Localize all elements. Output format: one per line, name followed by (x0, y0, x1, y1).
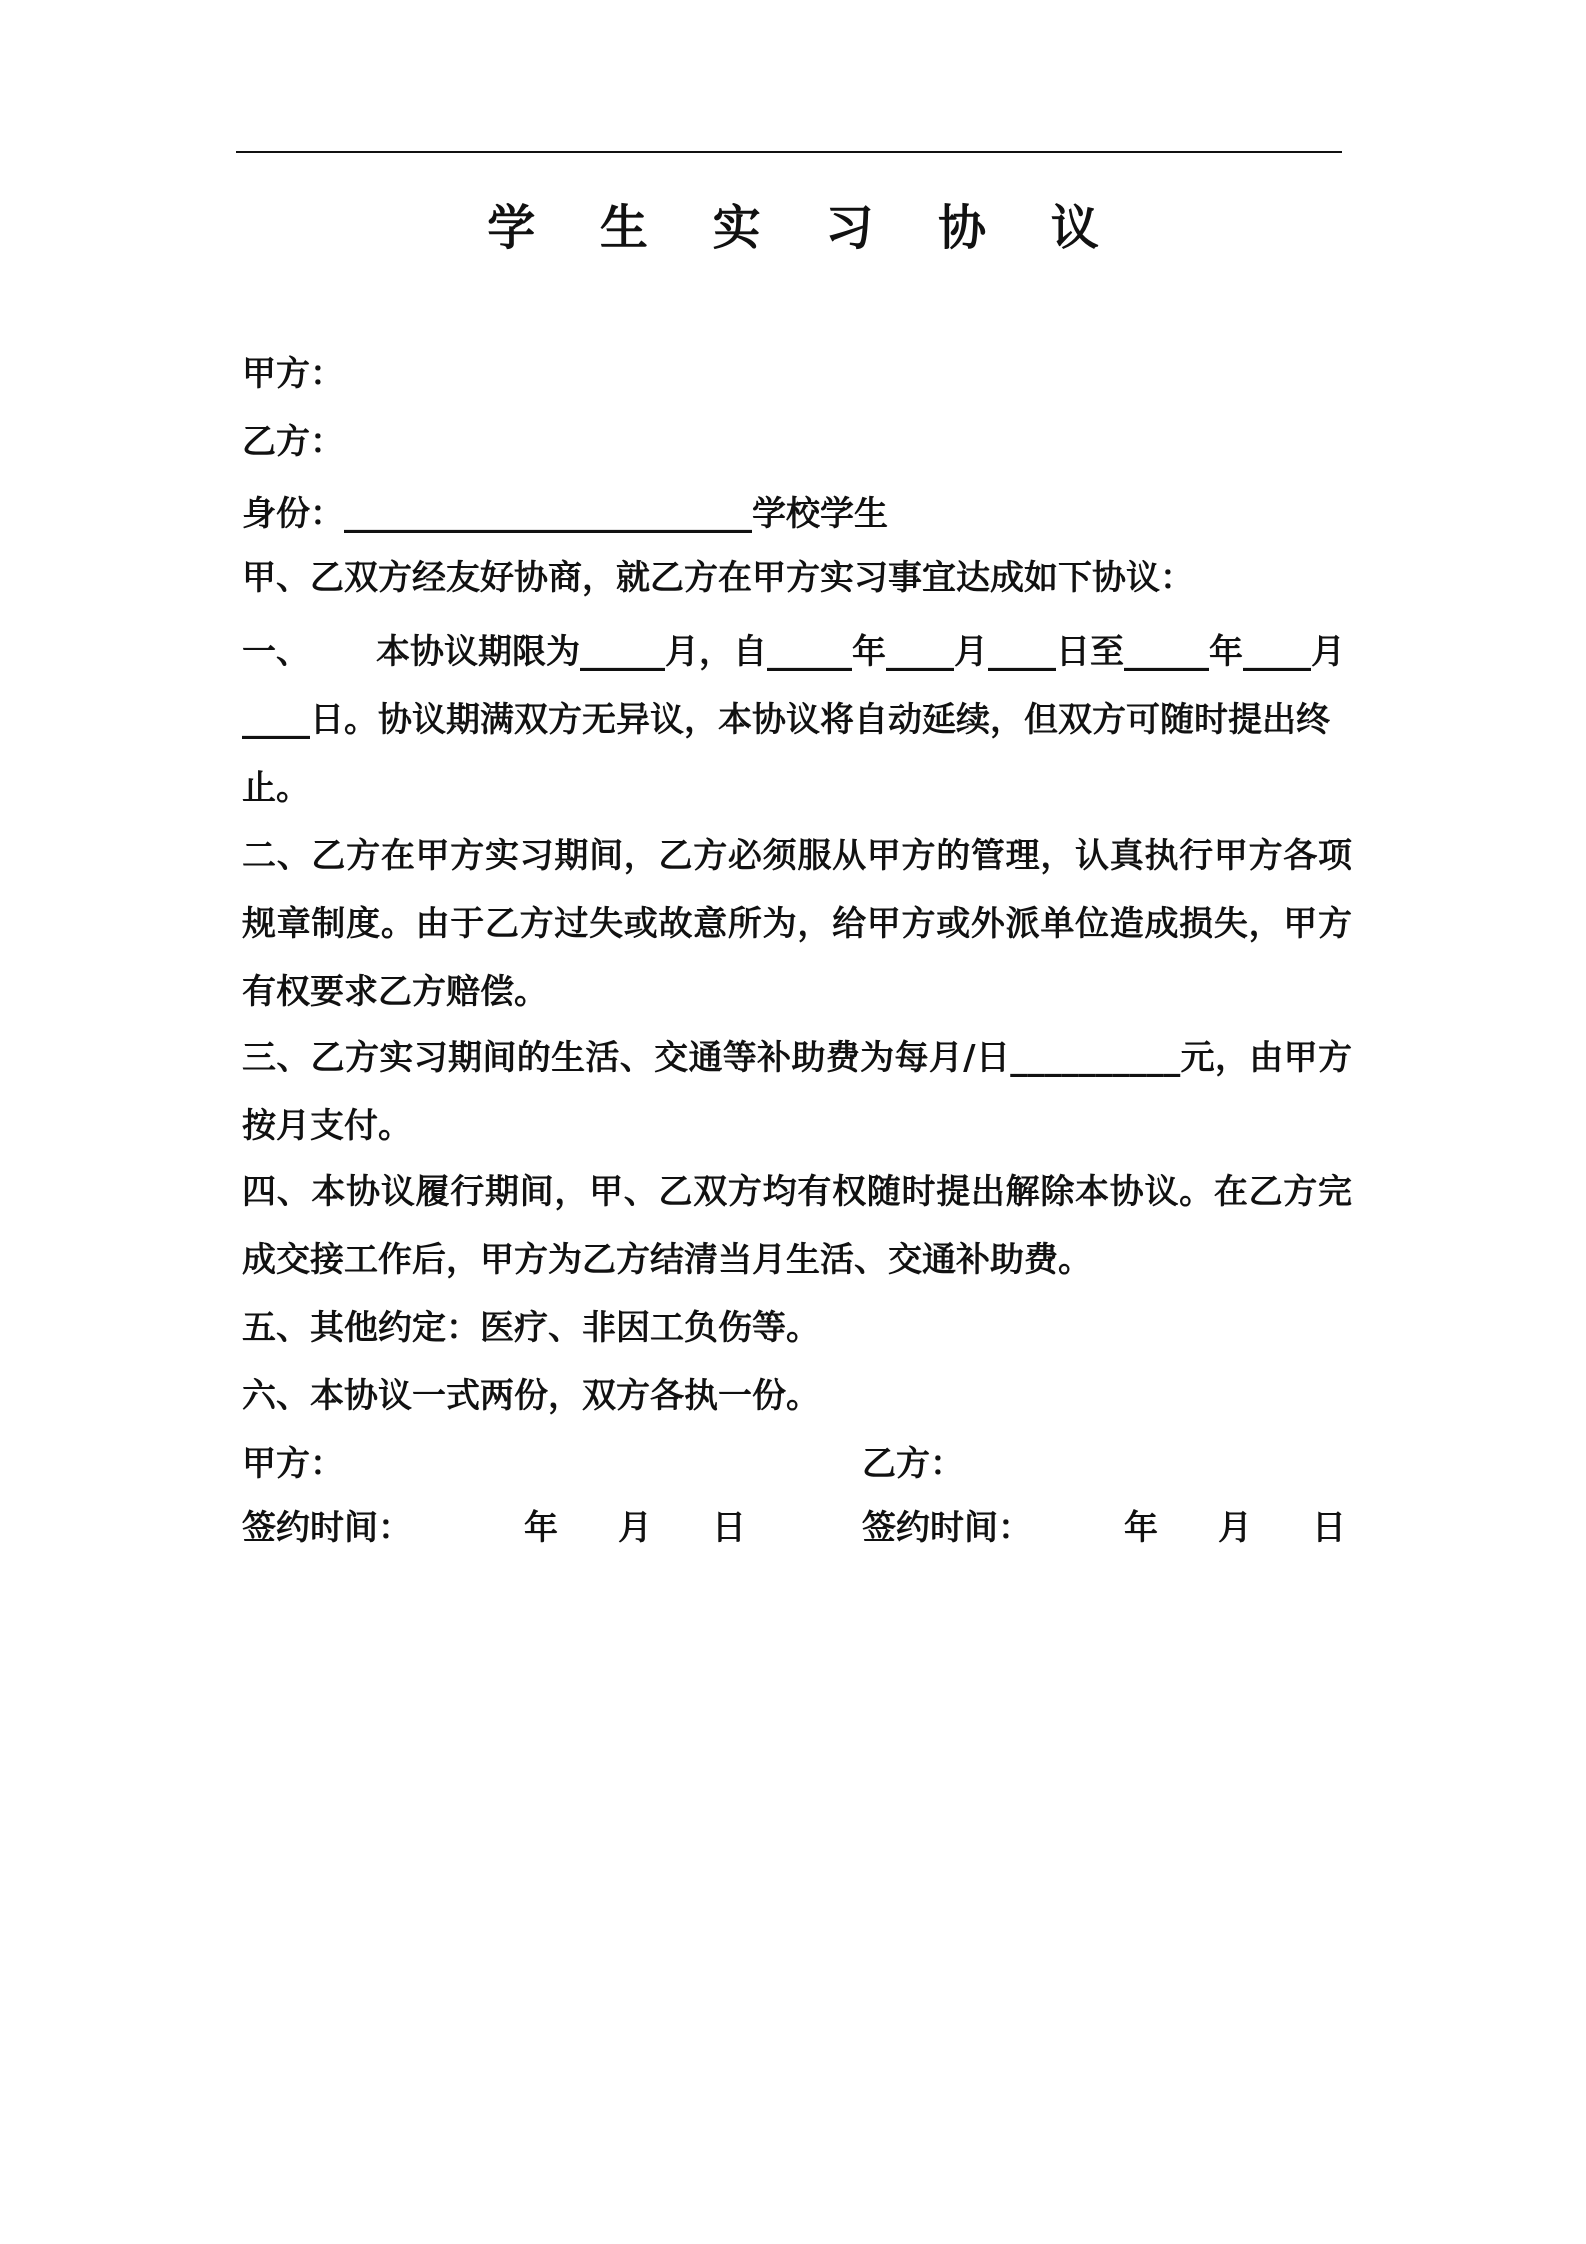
sign-date-day-right: 日 (1312, 1508, 1346, 1548)
clause-3: 三、乙方实习期间的生活、交通等补助费为每月/日__________元，由甲方按月支付。 (242, 1038, 1352, 1146)
sign-date-month-left: 月 (618, 1508, 652, 1548)
sign-date-month-right: 月 (1218, 1508, 1252, 1548)
party-a-line: 甲方： (242, 354, 344, 394)
sign-date-label-left: 签约时间： (242, 1508, 412, 1548)
sign-date-year-right: 年 (1124, 1508, 1158, 1548)
sign-party-b: 乙方： (862, 1444, 964, 1484)
clause-6: 六、本协议一式两份，双方各执一份。 (242, 1376, 820, 1416)
top-rule (236, 151, 1342, 153)
clause-1 (242, 618, 1352, 822)
clause-4: 四、本协议履行期间，甲、乙双方均有权随时提出解除本协议。在乙方完成交接工作后，甲方为乙方结清当月生活、交通补助费。 (242, 1172, 1352, 1280)
sign-date-day-left: 日 (712, 1508, 746, 1548)
intro-line: 甲、乙双方经友好协商，就乙方在甲方实习事宜达成如下协议： (242, 558, 1194, 598)
clause-1-lead: 一、 (242, 632, 310, 672)
document-title: 学 生 实 习 协 议 (487, 200, 1123, 256)
clause-5: 五、其他约定：医疗、非因工负伤等。 (242, 1308, 820, 1348)
sign-party-a: 甲方： (242, 1444, 344, 1484)
clause-1-text: 本协议期限为_____月，自_____年____月____日至_____年____月____日。协议期满双方无异议，本协议将自动延续，但双方可随时提出终止。 (242, 632, 1345, 808)
party-b-line: 乙方： (242, 422, 344, 462)
clause-2: 二、乙方在甲方实习期间，乙方必须服从甲方的管理，认真执行甲方各项规章制度。由于乙方过失或故意所为，给甲方或外派单位造成损失，甲方有权要求乙方赔偿。 (242, 836, 1352, 1012)
identity-line: 身份：________________________学校学生 (242, 494, 888, 534)
sign-date-label-right: 签约时间： (862, 1508, 1032, 1548)
sign-date-year-left: 年 (524, 1508, 558, 1548)
